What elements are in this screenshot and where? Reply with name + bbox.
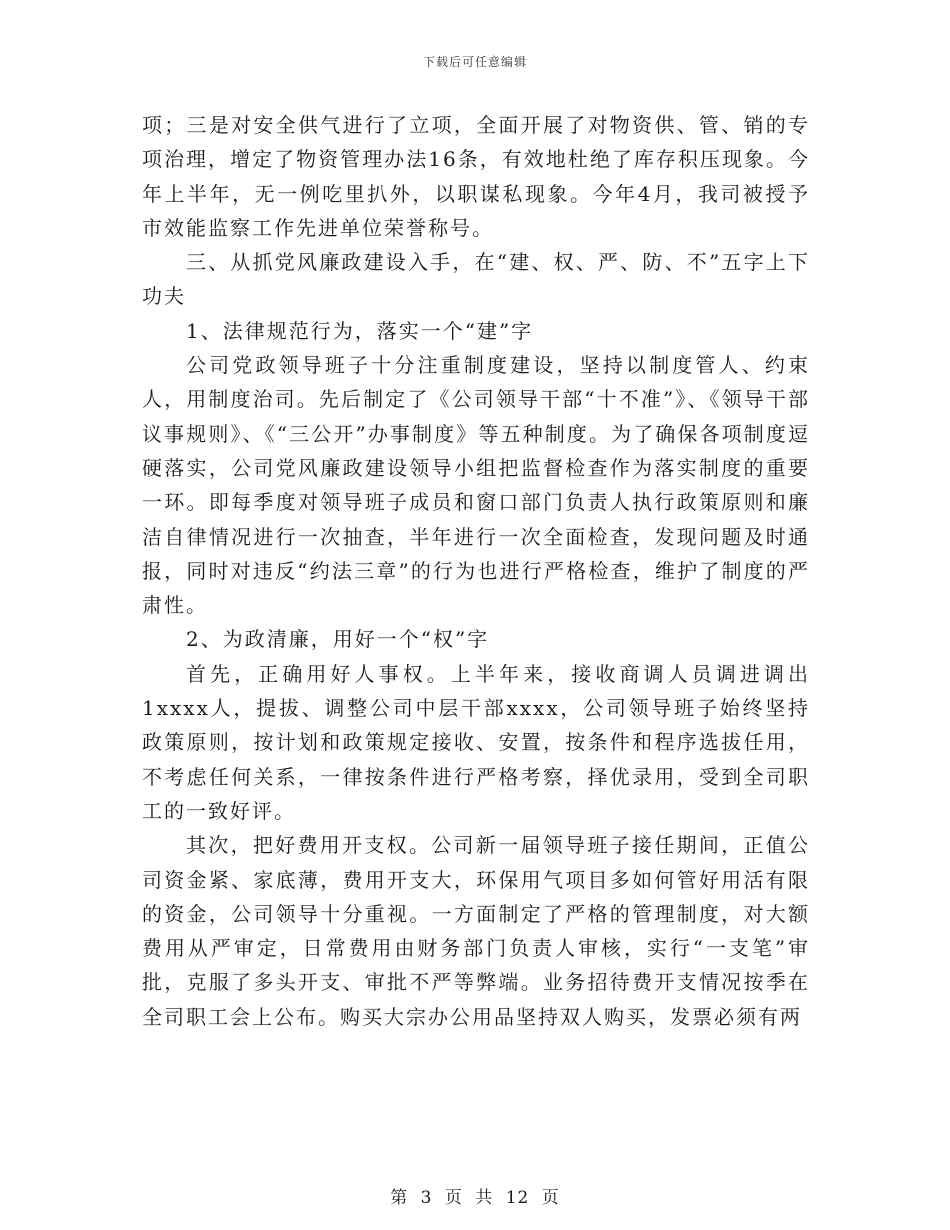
page-number-footer: 第 3 页 共 12 页	[390, 1188, 560, 1208]
paragraph-personnel-power: 首先，正确用好人事权。上半年来，接收商调人员调进调出1xxxx人，提拔、调整公司中层干部xxxx，公司领导班子始终坚持政策原则，按计划和政策规定接收、安置，按条件和程序选拔任用，不考虑任何关系，一律按条件进行严格考察，择优录用，受到全司职工的一致好评。	[142, 661, 810, 823]
page-header: 下载后可任意编辑	[422, 55, 527, 69]
paragraph-system-building: 公司党政领导班子十分注重制度建设，坚持以制度管人、约束人，用制度治司。先后制定了《公司领导干部“十不准”》、《领导干部议事规则》、《“三公开”办事制度》等五种制度。为了确保各项制度逗硬落实，公司党风廉政建设领导小组把监督检查作为落实制度的重要一环。即每季度对领导班子成员和窗口部门负责人执行政策原则和廉洁自律情况进行一次抽查，半年进行一次全面检查，发现问题及时通报，同时对违反“约法三章”的行为也进行严格检查，维护了制度的严肃性。	[142, 353, 810, 618]
subheading-2: 2、为政清廉，用好一个“权”字	[186, 627, 490, 652]
subheading-1: 1、法律规范行为，落实一个“建”字	[186, 318, 534, 343]
document-body	[142, 108, 810, 1034]
paragraph-continuation: 项；三是对安全供气进行了立项，全面开展了对物资供、管、销的专项治理，增定了物资管理办法16条，有效地杜绝了库存积压现象。今年上半年，无一例吃里扒外，以职谋私现象。今年4月，我司被授予市效能监察工作先进单位荣誉称号。	[142, 113, 810, 240]
paragraph-expense-power: 其次，把好费用开支权。公司新一届领导班子接任期间，正值公司资金紧、家底薄，费用开支大，环保用气项目多如何管好用活有限的资金，公司领导十分重视。一方面制定了严格的管理制度，对大额费用从严审定，日常费用由财务部门负责人审核，实行“一支笔”审批，克服了多头开支、审批不严等弊端。业务招待费开支情况按季在全司职工会上公布。购买大宗办公用品坚持双人购买，发票必须有两	[142, 833, 810, 1029]
section-heading-3: 三、从抓党风廉政建设入手，在“建、权、严、防、不”五字上下功夫	[142, 250, 810, 309]
